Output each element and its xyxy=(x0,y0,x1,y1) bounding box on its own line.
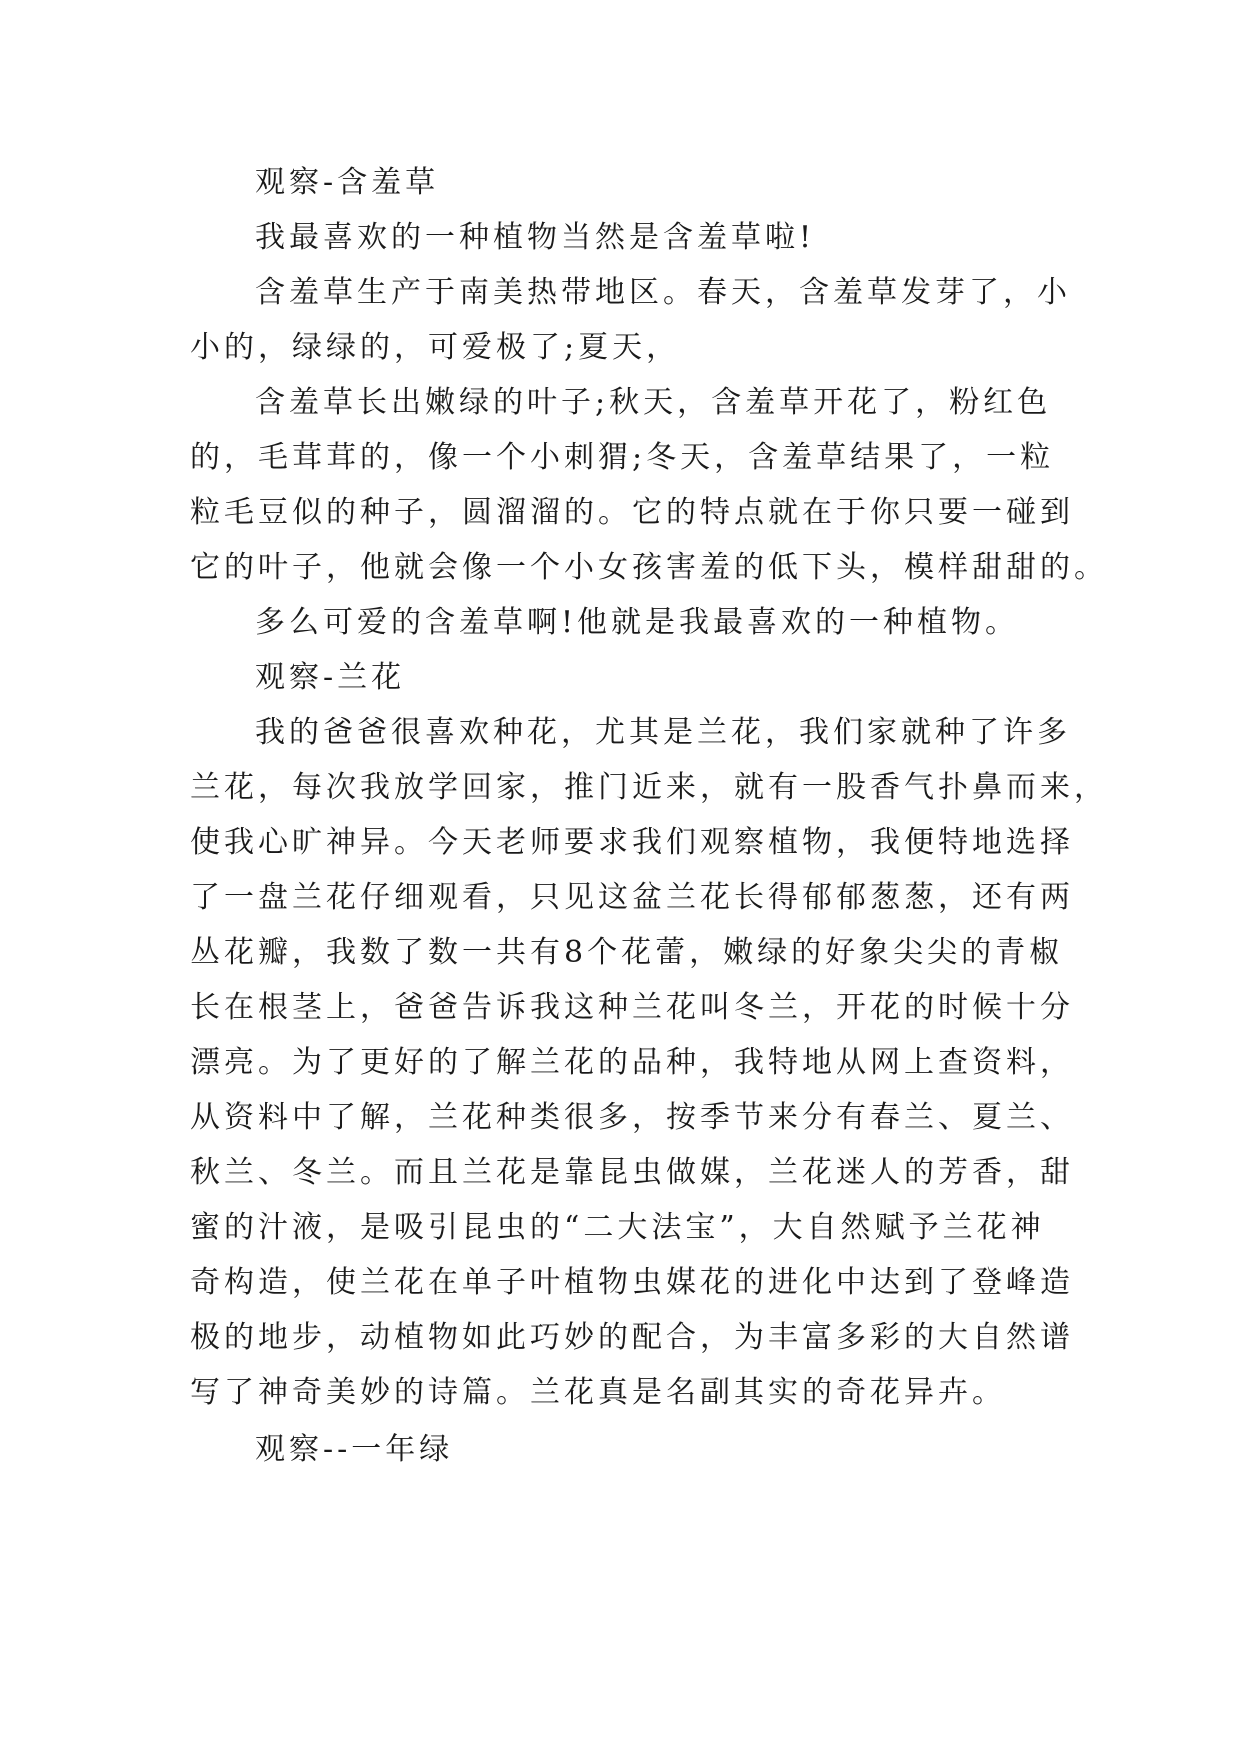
paragraph-line: 写了神奇美妙的诗篇。兰花真是名副其实的奇花异卉。 xyxy=(190,1375,1006,1410)
section-title: 观察-含羞草 xyxy=(255,165,440,200)
paragraph-line: 蜜的汁液，是吸引昆虫的“二大法宝”，大自然赋予兰花神 xyxy=(190,1210,1045,1245)
paragraph-line: 含羞草长出嫩绿的叶子;秋天，含羞草开花了，粉红色 xyxy=(255,385,1052,420)
paragraph-line: 丛花瓣，我数了数一共有8个花蕾，嫩绿的好象尖尖的青椒 xyxy=(190,935,1064,970)
paragraph-line: 从资料中了解，兰花种类很多，按季节来分有春兰、夏兰、 xyxy=(190,1100,1074,1135)
paragraph-line: 长在根茎上，爸爸告诉我这种兰花叫冬兰，开花的时候十分 xyxy=(190,990,1074,1025)
paragraph-line: 了一盘兰花仔细观看，只见这盆兰花长得郁郁葱葱，还有两 xyxy=(190,880,1074,915)
paragraph-line: 漂亮。为了更好的了解兰花的品种，我特地从网上查资料， xyxy=(190,1045,1074,1080)
section-title: 观察--一年绿 xyxy=(255,1432,454,1467)
paragraph-line: 使我心旷神异。今天老师要求我们观察植物，我便特地选择 xyxy=(190,825,1074,860)
paragraph-line: 小的，绿绿的，可爱极了;夏天， xyxy=(190,330,681,365)
paragraph-line: 多么可爱的含羞草啊!他就是我最喜欢的一种植物。 xyxy=(255,605,1020,640)
paragraph-line: 极的地步，动植物如此巧妙的配合，为丰富多彩的大自然谱 xyxy=(190,1320,1074,1355)
paragraph-line: 我最喜欢的一种植物当然是含羞草啦! xyxy=(255,220,816,255)
paragraph-line: 兰花，每次我放学回家，推门近来，就有一股香气扑鼻而来， xyxy=(190,770,1108,805)
paragraph-line: 粒毛豆似的种子，圆溜溜的。它的特点就在于你只要一碰到 xyxy=(190,495,1074,530)
section-title: 观察-兰花 xyxy=(255,660,406,695)
paragraph-line: 我的爸爸很喜欢种花，尤其是兰花，我们家就种了许多 xyxy=(255,715,1071,750)
paragraph-line: 含羞草生产于南美热带地区。春天，含羞草发芽了，小 xyxy=(255,275,1071,310)
paragraph-line: 的，毛茸茸的，像一个小刺猬;冬天，含羞草结果了，一粒 xyxy=(190,440,1055,475)
paragraph-line: 奇构造，使兰花在单子叶植物虫媒花的进化中达到了登峰造 xyxy=(190,1265,1074,1300)
paragraph-line: 秋兰、冬兰。而且兰花是靠昆虫做媒，兰花迷人的芳香，甜 xyxy=(190,1155,1074,1190)
paragraph-line: 它的叶子，他就会像一个小女孩害羞的低下头，模样甜甜的。 xyxy=(190,550,1108,585)
